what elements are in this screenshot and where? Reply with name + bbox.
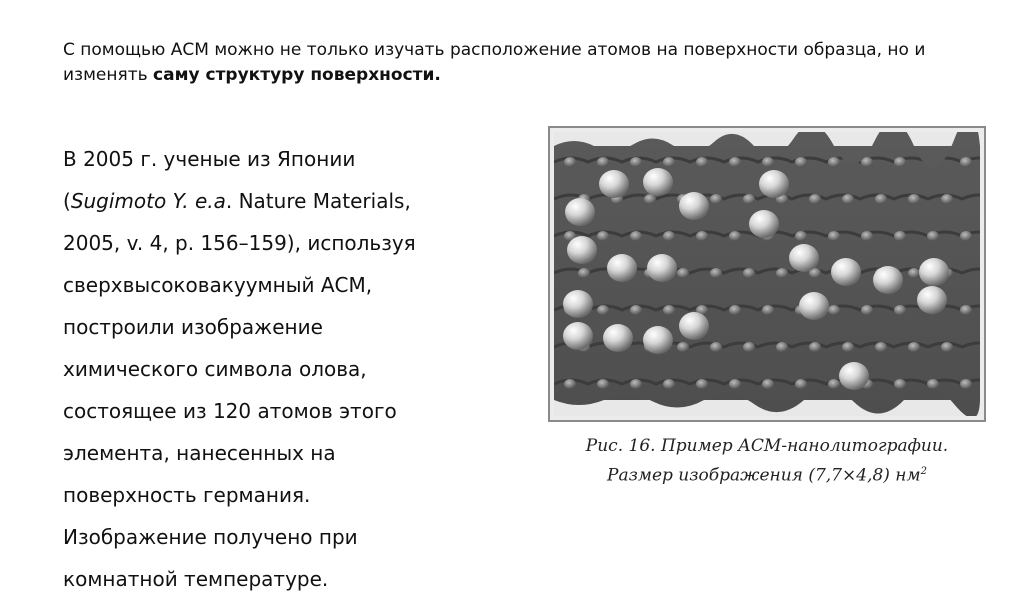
substrate-atom (564, 379, 576, 389)
journal-name: . Nature Materials, (225, 189, 411, 213)
substrate-atom (677, 342, 689, 352)
substrate-atom (894, 305, 906, 315)
substrate-atom (677, 268, 689, 278)
substrate-atom (729, 379, 741, 389)
substrate-atom (630, 379, 642, 389)
body-line-10: Изображение получено при (63, 525, 358, 549)
substrate-atom (828, 379, 840, 389)
tin-atom (799, 292, 829, 320)
substrate-atom (828, 157, 840, 167)
substrate-atom (894, 231, 906, 241)
intro-text: С помощью АСМ можно не только изучать расположение атомов на поверхности образца, но и изменять (63, 40, 926, 85)
caption-line-2 (548, 459, 986, 489)
substrate-atom (960, 305, 972, 315)
substrate-atom (578, 268, 590, 278)
substrate-atom (630, 305, 642, 315)
substrate-atom (710, 268, 722, 278)
substrate-atom (809, 194, 821, 204)
substrate-atom (630, 231, 642, 241)
substrate-atom (795, 157, 807, 167)
substrate-atom (663, 157, 675, 167)
substrate-atom (861, 231, 873, 241)
body-line-9: поверхность германия. (63, 483, 311, 507)
body-line-8: элемента, нанесенных на (63, 441, 336, 465)
tin-atom (759, 170, 789, 198)
substrate-atom (908, 342, 920, 352)
tin-atom (643, 326, 673, 354)
substrate-atom (743, 194, 755, 204)
caption-size-text: Размер изображения (7,7×4,8) нм (607, 465, 921, 486)
substrate-atom (842, 342, 854, 352)
substrate-atom (776, 268, 788, 278)
substrate-atom (663, 305, 675, 315)
substrate-atom (908, 268, 920, 278)
tin-atom (919, 258, 949, 286)
substrate-atom (828, 231, 840, 241)
substrate-atom (564, 157, 576, 167)
substrate-atom (894, 379, 906, 389)
substrate-atom (795, 379, 807, 389)
substrate-atom (696, 379, 708, 389)
substrate-atom (795, 231, 807, 241)
substrate-atom (960, 231, 972, 241)
substrate-atom (729, 305, 741, 315)
substrate-atom (941, 342, 953, 352)
substrate-atom (597, 231, 609, 241)
afm-image-frame (548, 126, 986, 422)
figure-caption (548, 434, 986, 489)
substrate-atom (597, 157, 609, 167)
substrate-atom (710, 194, 722, 204)
substrate-atom (809, 342, 821, 352)
substrate-atom (597, 379, 609, 389)
substrate-atom (729, 231, 741, 241)
tin-atom (679, 312, 709, 340)
substrate-atom (941, 194, 953, 204)
tin-atom (567, 236, 597, 264)
substrate-atom (875, 194, 887, 204)
substrate-atom (875, 342, 887, 352)
substrate-atom (762, 157, 774, 167)
tin-atom (789, 244, 819, 272)
tin-atom (599, 170, 629, 198)
body-line-4: сверхвысоковакуумный АСМ, (63, 273, 373, 297)
tin-atom (563, 322, 593, 350)
tin-atom (831, 258, 861, 286)
body-line-5: построили изображение (63, 315, 323, 339)
substrate-atom (762, 379, 774, 389)
tin-atom (603, 324, 633, 352)
substrate-atom (630, 157, 642, 167)
tin-atom (563, 290, 593, 318)
substrate-atom (743, 268, 755, 278)
substrate-atom (828, 305, 840, 315)
substrate-atom (842, 194, 854, 204)
afm-top-edge (554, 132, 980, 146)
body-line-1: В 2005 г. ученые из Японии (63, 147, 356, 171)
tin-atom (839, 362, 869, 390)
body-line-6: химического символа олова, (63, 357, 367, 381)
substrate-atom (663, 231, 675, 241)
substrate-atom (960, 379, 972, 389)
paren-open: ( (63, 189, 71, 213)
tin-atom (679, 192, 709, 220)
substrate-atom (762, 305, 774, 315)
substrate-atom (710, 342, 722, 352)
tin-atom (647, 254, 677, 282)
author-citation: Sugimoto Y. e.a (70, 189, 226, 213)
substrate-atom (861, 305, 873, 315)
tin-atom (565, 198, 595, 226)
tin-atom (873, 266, 903, 294)
substrate-atom (696, 157, 708, 167)
body-line-7: состоящее из 120 атомов этого (63, 399, 397, 423)
caption-line-1: Рис. 16. Пример АСМ-нанолитографии. (585, 436, 949, 456)
intro-bold-text: саму структуру поверхности. (153, 65, 441, 85)
intro-paragraph (63, 38, 963, 88)
body-line-2 (63, 180, 533, 222)
afm-surface-image (554, 132, 980, 416)
tin-atom (917, 286, 947, 314)
substrate-atom (729, 157, 741, 167)
tin-atom (749, 210, 779, 238)
substrate-atom (927, 379, 939, 389)
body-paragraph (63, 138, 533, 600)
substrate-atom (663, 379, 675, 389)
tin-atom (607, 254, 637, 282)
tin-atom (643, 168, 673, 196)
body-line-3: 2005, v. 4, p. 156–159), используя (63, 231, 416, 255)
substrate-atom (597, 305, 609, 315)
substrate-atom (776, 342, 788, 352)
substrate-atom (743, 342, 755, 352)
substrate-atom (894, 157, 906, 167)
body-line-11: комнатной температуре. (63, 567, 329, 591)
substrate-atom (908, 194, 920, 204)
substrate-atom (960, 157, 972, 167)
substrate-atom (696, 231, 708, 241)
substrate-atom (927, 231, 939, 241)
caption-superscript: 2 (920, 466, 927, 477)
